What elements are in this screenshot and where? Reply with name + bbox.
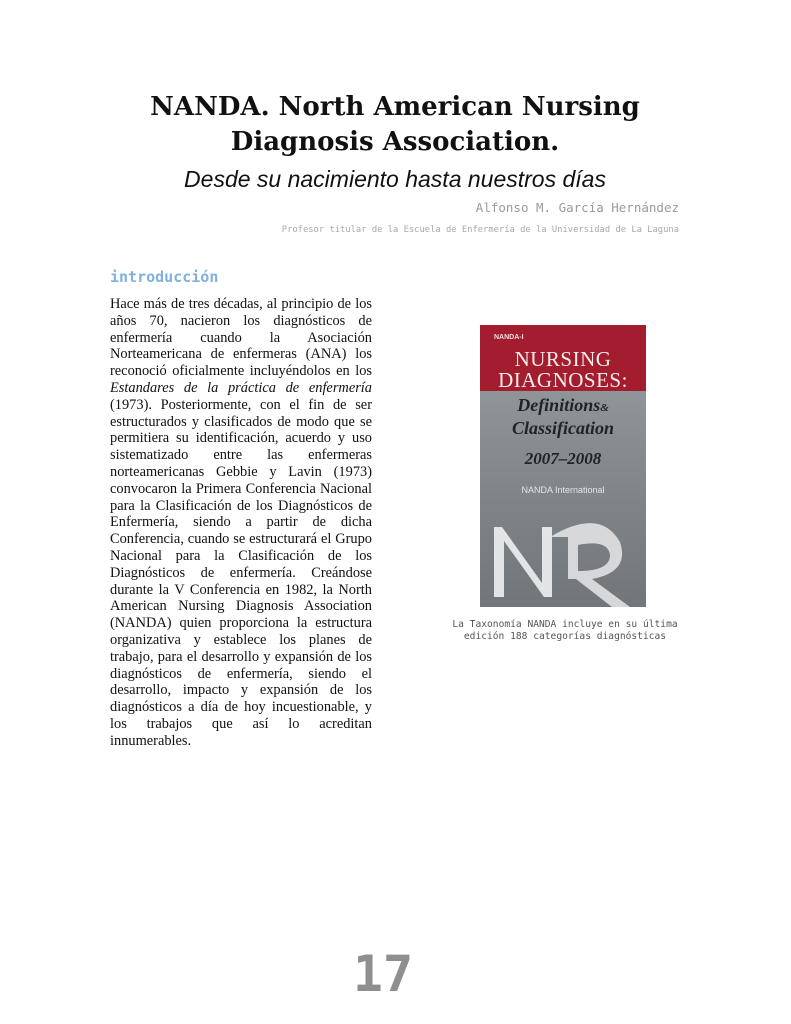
article-subtitle: Desde su nacimiento hasta nuestros días: [184, 166, 606, 192]
cover-tag: NANDA-I: [494, 334, 524, 341]
body-text-part-1: Hace más de tres décadas, al principio de los años 70, nacieron los diagnósticos de enfermería cuando la Asociación Norteamericana de enfermeras (ANA) los reconoció oficialmente incluyéndolos en los: [110, 296, 372, 380]
caption-line-1: La Taxonomía NANDA incluye en su última: [452, 619, 678, 630]
cover-years: 2007–2008: [524, 449, 602, 468]
cover-title-band: [480, 325, 646, 391]
book-cover-image: [480, 325, 646, 607]
cover-publisher: NANDA International: [521, 485, 605, 495]
body-paragraph: [110, 296, 372, 750]
section-heading: introducción: [110, 268, 219, 286]
cover-title-line-2: DIAGNOSES:: [498, 368, 628, 392]
cover-definitions: [480, 395, 646, 416]
cover-definitions-text: Definitions: [517, 395, 601, 415]
cover-ampersand: &: [600, 402, 609, 414]
article-title: [60, 90, 730, 160]
title-line-2: Diagnosis Association.: [230, 127, 560, 157]
author-name: Alfonso M. García Hernández: [475, 200, 679, 215]
body-text-italic: Estandares de la práctica de enfermería: [110, 379, 372, 396]
body-text-part-2: (1973). Posteriormente, con el fin de ser estructurados y clasificados de modo que se permitiera su identificación, acuerdo y uso sistematizado entre las enfermeras norteamericanas Gebbie y Lavin (1973) convocaron la Primera Conferencia Nacional para la Clasificación de los Diagnósticos de Enfermería, siendo a partir de dicha Conferencia, cuando se estructurará el Grupo Nacional para la Clasificación de los Diagnósticos de enfermería. Creándose durante la V Conferencia en 1982, la North American Nursing Diagnosis Association (NANDA) quien proporciona la estructura organizativa y establece los planes de trabajo, para el desarrollo y expansión de los diagnósticos de enfermería, siendo el desarrollo, impacto y expansión de los diagnósticos a día de hoy incuestionable, y los trabajos que así lo acreditan innumerables.: [110, 396, 372, 749]
nanda-logo-icon: [480, 497, 646, 607]
caption-line-2: edición 188 categorías diagnósticas: [463, 631, 667, 642]
figure-caption: [420, 619, 710, 643]
author-affiliation: Profesor titular de la Escuela de Enfermería de la Universidad de La Laguna: [281, 225, 679, 235]
cover-classification: Classification: [511, 418, 614, 438]
cover-title-line-1: NURSING: [514, 347, 612, 371]
page-number: 17: [352, 945, 414, 1003]
title-line-1: NANDA. North American Nursing: [150, 92, 640, 122]
